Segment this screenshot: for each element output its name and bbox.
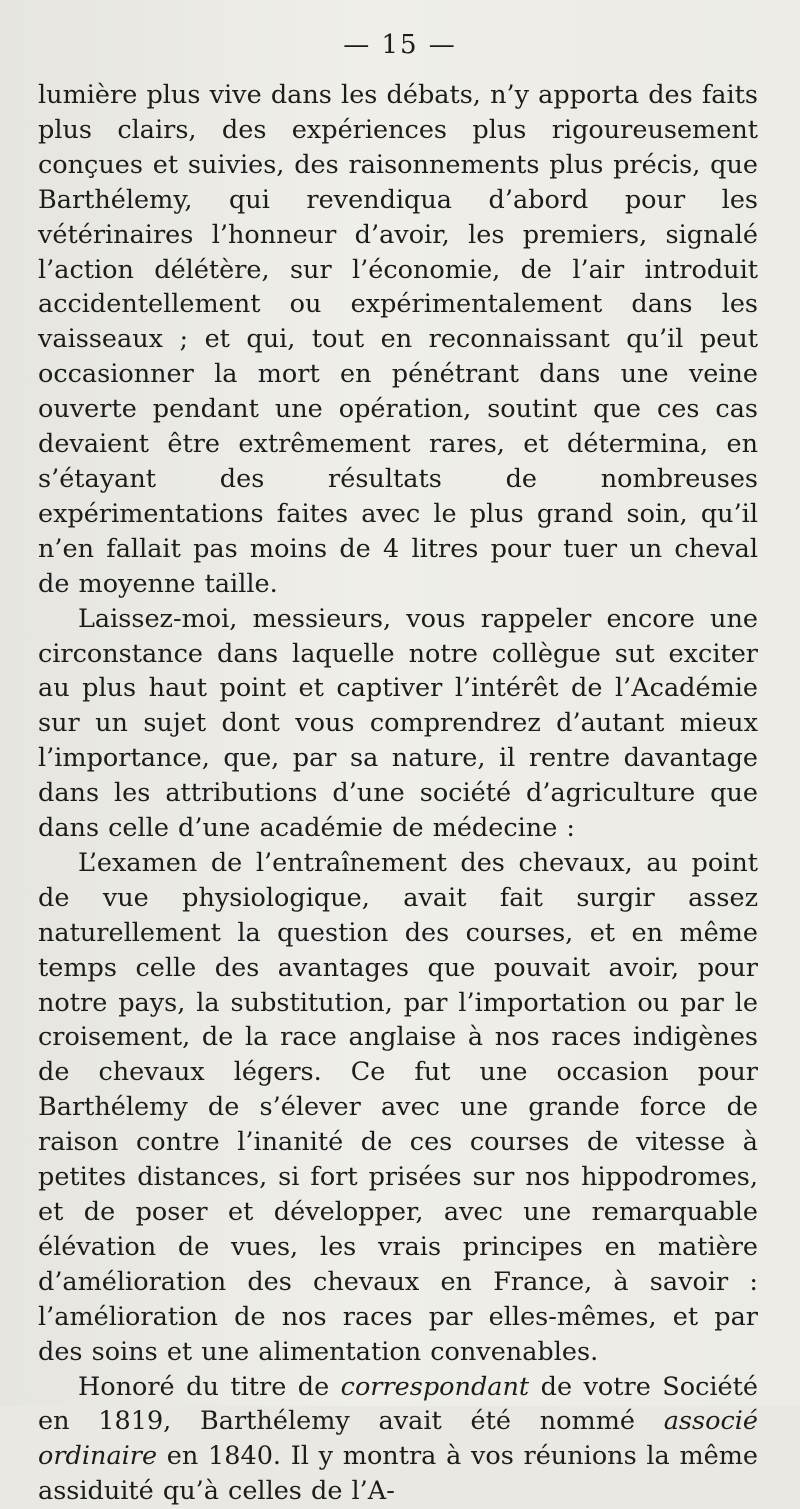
paragraph-4-part-3: en 1840. Il y montra à vos réunions la même assiduité qu’à celles de l’A-	[38, 1441, 758, 1507]
paragraph-4-emphasis-2: associé ordinaire	[38, 1406, 758, 1472]
paragraph-1: lumière plus vive dans les débats, n’y apporta des faits plus clairs, des expériences plus rigoureusement conçues et suivies, des raisonnements plus précis, que Barthélemy, qui revendiqua d’abord pour les vétérinaires l’honneur d’avoir, les premiers, signalé l’action délétère, sur l’économie, de l’air introduit accidentellement ou expérimentalement dans les vaisseaux ; et qui, tout en reconnaissant qu’il peut occasionner la mort en pénétrant dans une veine ouverte pendant une opération, soutint que ces cas devaient être extrêmement rares, et détermina, en s’étayant des résultats de nombreuses expérimentations faites avec le plus grand soin, qu’il n’en fallait pas moins de 4 litres pour tuer un cheval de moyenne taille.	[38, 80, 758, 599]
paragraph-3: L’examen de l’entraînement des chevaux, au point de vue physiologique, avait fait surgir assez naturellement la question des courses, et en même temps celle des avantages que pouvait avoir, pour notre pays, la substitution, par l’importation ou par le croisement, de la race anglaise à nos races indigènes de chevaux légers. Ce fut une occasion pour Barthélemy de s’élever avec une grande force de raison contre l’inanité de ces courses de vitesse à petites distances, si fort prisées sur nos hippodromes, et de poser et développer, avec une remarquable élévation de vues, les vrais principes en matière d’amélioration des chevaux en France, à savoir : l’amélioration de nos races par elles-mêmes, et par des soins et une alimentation convenables.	[38, 847, 758, 1367]
paragraph-4-part-1: Honoré du titre de	[78, 1371, 341, 1402]
paragraph-4-emphasis-1: correspondant	[340, 1371, 530, 1402]
page-body	[38, 78, 758, 1509]
paragraph-4	[38, 1370, 758, 1509]
page-number: — 15 —	[343, 30, 457, 60]
paragraph-2: Laissez-moi, messieurs, vous rappeler encore une circonstance dans laquelle notre collègue sut exciter au plus haut point et captiver l’intérêt de l’Académie sur un sujet dont vous comprendrez d’autant mieux l’importance, que, par sa nature, il rentre davantage dans les attributions d’une société d’agriculture que dans celle d’une académie de médecine :	[38, 603, 758, 844]
paragraph-4-part-2: de votre Société en 1819, Barthélemy avait été nommé	[38, 1371, 758, 1437]
